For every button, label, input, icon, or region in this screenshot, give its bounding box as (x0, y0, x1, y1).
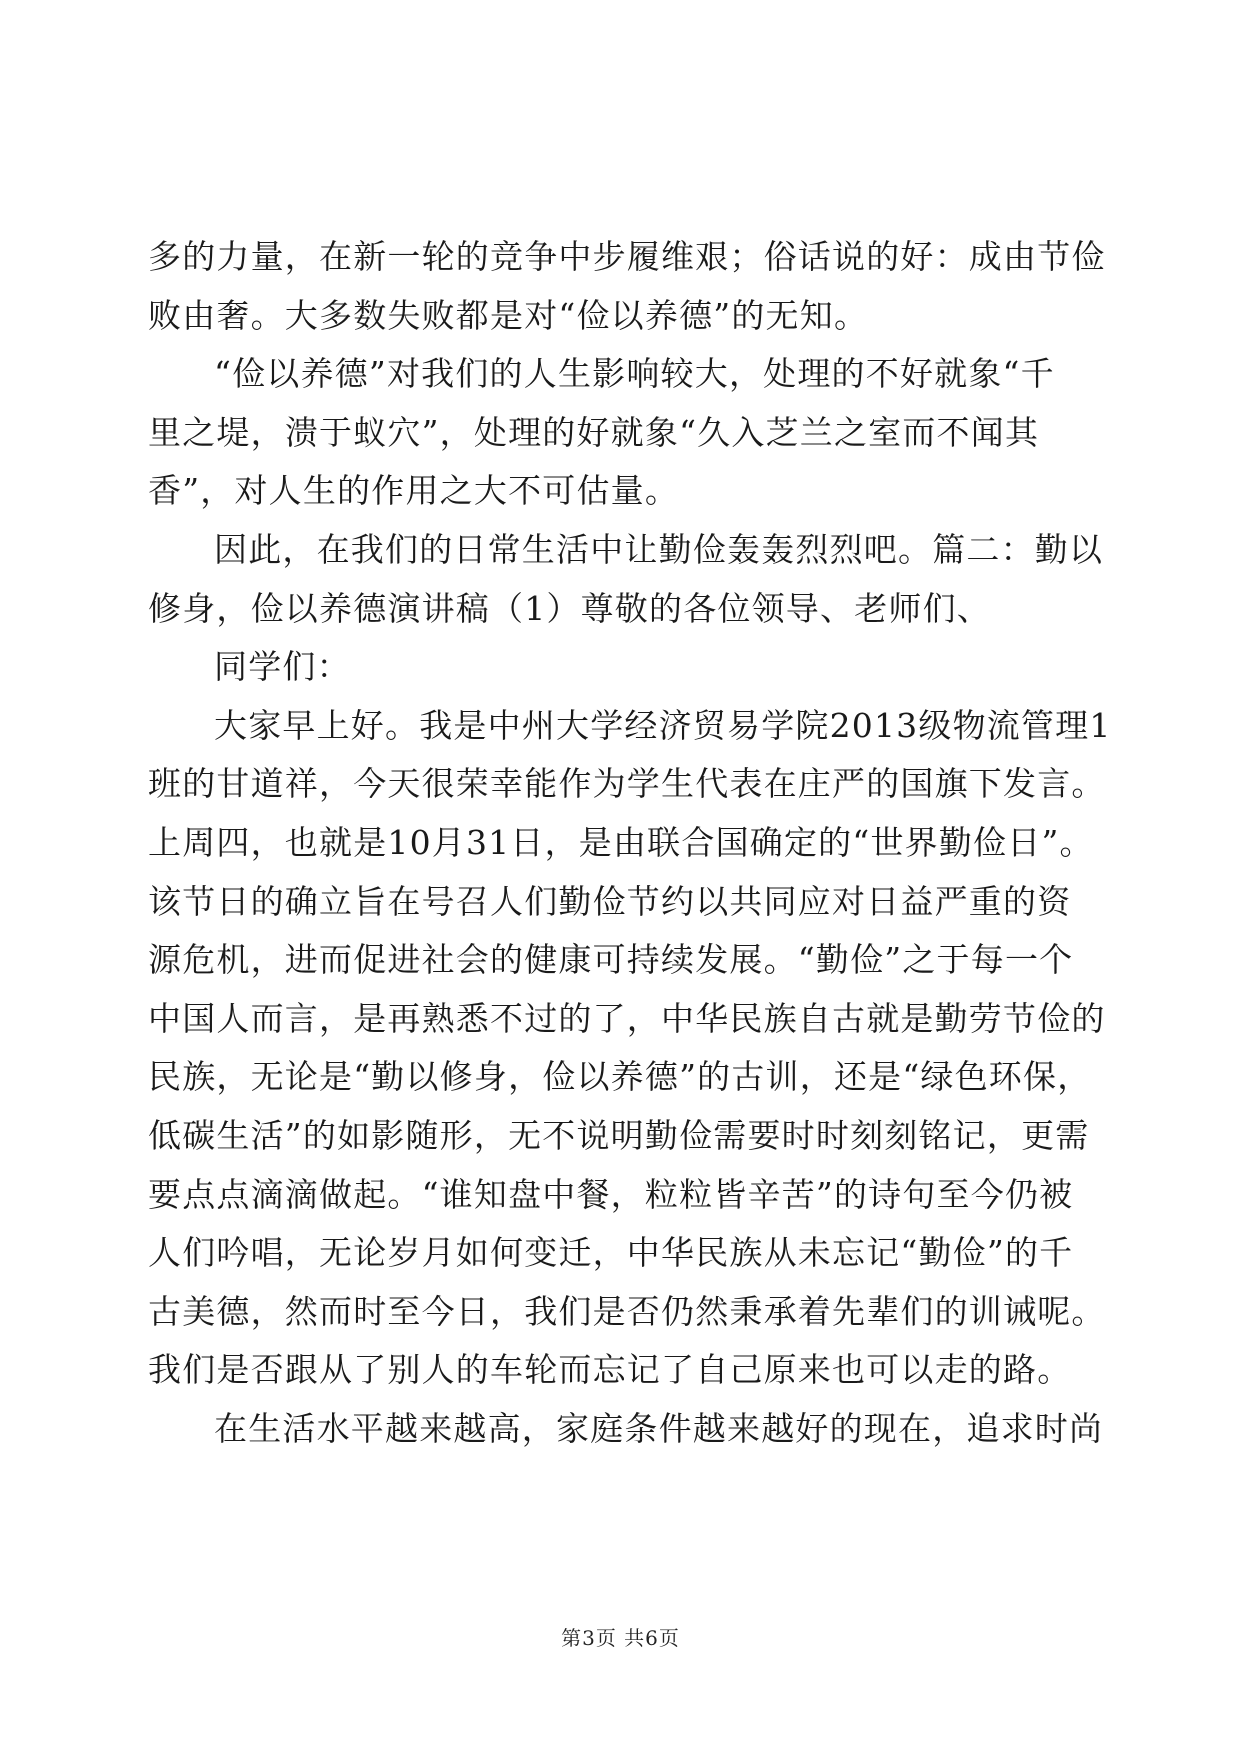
text-line: 因此，在我们的日常生活中让勤俭轰轰烈烈吧。篇二：勤以 (214, 529, 1104, 569)
text-line: 香”，对人生的作用之大不可估量。 (148, 471, 680, 511)
text-line: 里之堤，溃于蚁穴”，处理的好就象“久入芝兰之室而不闻其 (148, 412, 1040, 452)
text-line: 班的甘道祥，今天很荣幸能作为学生代表在庄严的国旗下发言。 (148, 764, 1106, 804)
text-line: 上周四，也就是10月31日，是由联合国确定的“世界勤俭日”。 (148, 822, 1094, 862)
text-line: 大家早上好。我是中州大学经济贸易学院2013级物流管理1 (214, 705, 1112, 745)
body-text (148, 228, 1112, 1458)
text-line: 古美德，然而时至今日，我们是否仍然秉承着先辈们的训诫呢。 (148, 1291, 1106, 1331)
text-line: 低碳生活”的如影随形，无不说明勤俭需要时时刻刻铭记，更需 (148, 1115, 1090, 1155)
text-line: 人们吟唱，无论岁月如何变迁，中华民族从未忘记“勤俭”的千 (148, 1233, 1074, 1273)
text-line: 我们是否跟从了别人的车轮而忘记了自己原来也可以走的路。 (148, 1350, 1072, 1390)
text-line: 在生活水平越来越高，家庭条件越来越好的现在，追求时尚 (214, 1408, 1104, 1448)
text-line: 源危机，进而促进社会的健康可持续发展。“勤俭”之于每一个 (148, 940, 1074, 980)
text-line: 败由奢。大多数失败都是对“俭以养德”的无知。 (148, 295, 869, 335)
text-line: 修身，俭以养德演讲稿（1）尊敬的各位领导、老师们、 (148, 588, 991, 628)
text-line: “俭以养德”对我们的人生影响较大，处理的不好就象“千 (214, 354, 1055, 394)
text-line: 多的力量，在新一轮的竞争中步履维艰；俗话说的好：成由节俭 (148, 237, 1106, 276)
text-line: 民族，无论是“勤以修身，俭以养德”的古训，还是“绿色环保， (148, 1057, 1092, 1097)
text-line: 中国人而言，是再熟悉不过的了，中华民族自古就是勤劳节俭的 (148, 998, 1106, 1038)
text-line: 要点点滴滴做起。“谁知盘中餐，粒粒皆辛苦”的诗句至今仍被 (148, 1174, 1074, 1214)
page-footer: 第3页 共6页 (561, 1626, 680, 1650)
text-line: 该节日的确立旨在号召人们勤俭节约以共同应对日益严重的资 (148, 881, 1072, 921)
text-line: 同学们： (214, 647, 351, 687)
